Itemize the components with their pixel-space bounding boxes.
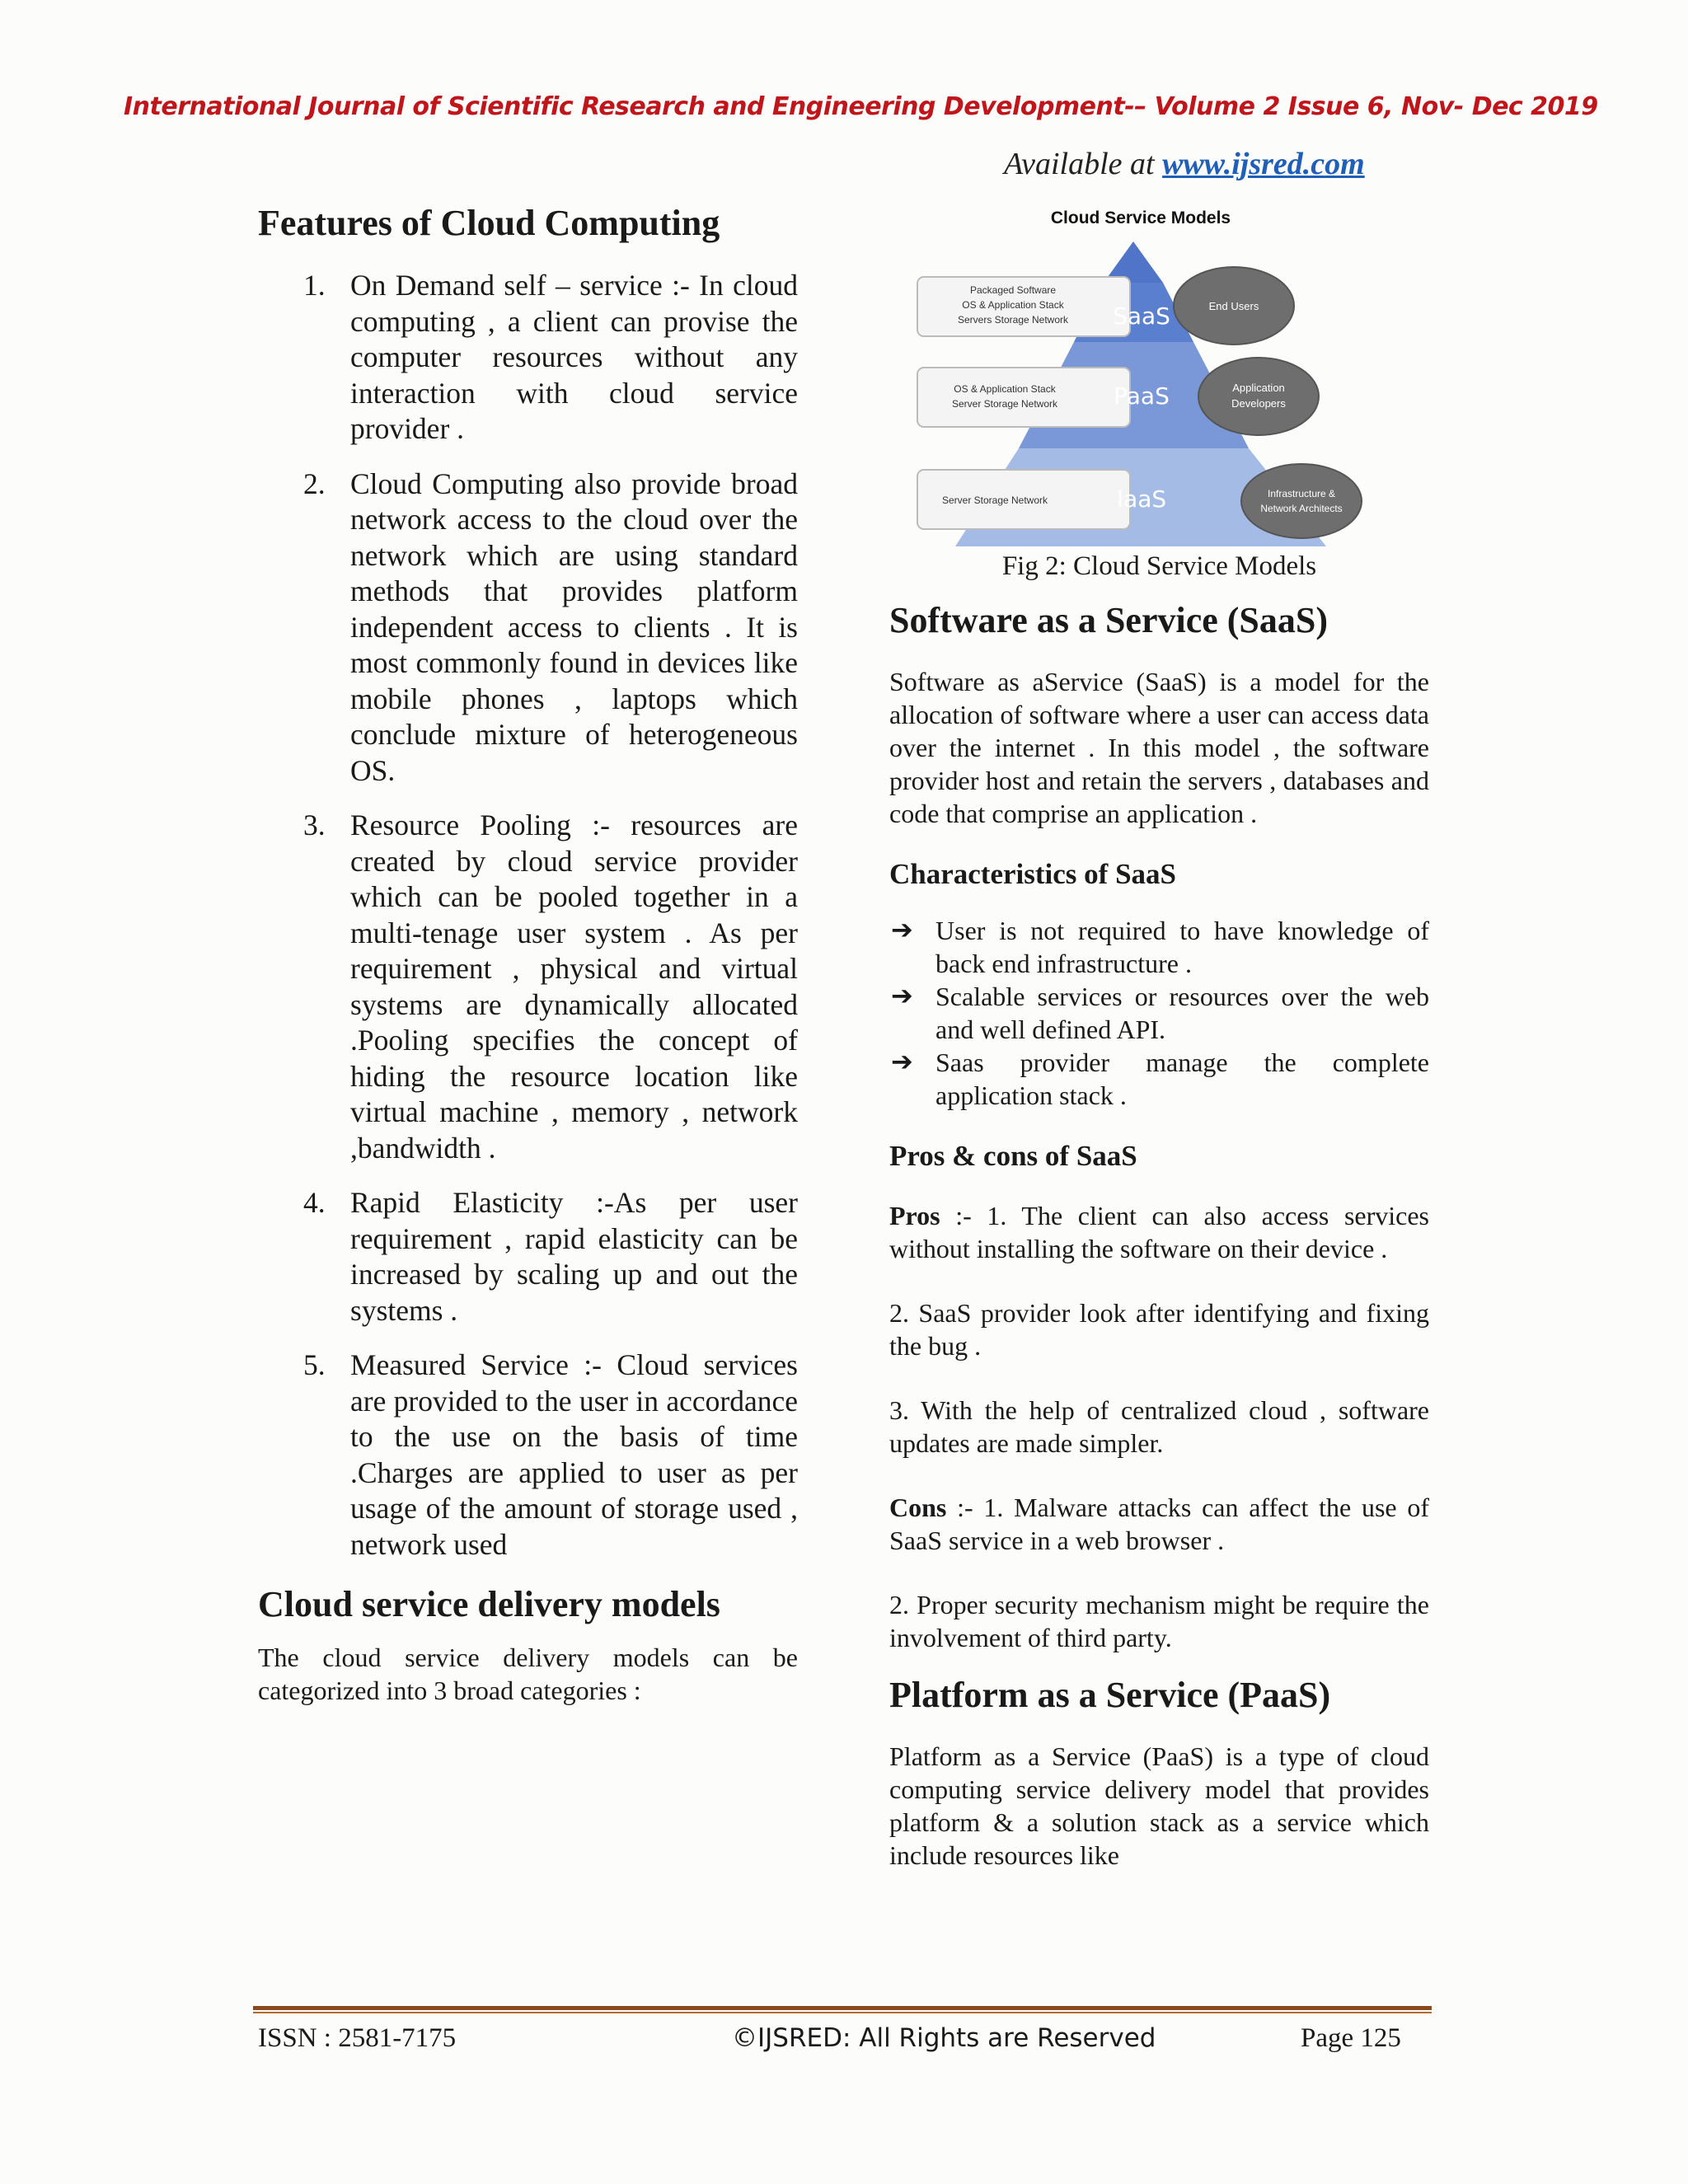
arrow-icon: ➔ [891, 1046, 913, 1077]
list-item [258, 808, 798, 1166]
saas-heading: Software as a Service (SaaS) [889, 600, 1328, 640]
pyramid-diagram [889, 200, 1429, 546]
features-list [258, 268, 798, 1563]
list-item [889, 1046, 1429, 1112]
paas-box-line: Server Storage Network [951, 398, 1058, 410]
list-item [889, 980, 1429, 1046]
saas-box-line: Packaged Software [969, 284, 1057, 296]
right-column [889, 200, 1429, 1872]
end-users-label: End Users [1208, 300, 1259, 312]
cloud-service-models-figure [889, 200, 1429, 546]
paas-label: PaaS [1114, 382, 1170, 410]
list-item [889, 914, 1429, 980]
figure-caption: Fig 2: Cloud Service Models [1001, 551, 1317, 581]
paas-stack-box [917, 368, 1130, 427]
saas-label: SaaS [1113, 302, 1170, 330]
item-text: User is not required to have knowledge of back end infrastructure . [935, 916, 1429, 978]
cons-1-text: :- 1. Malware attacks can affect the use of SaaS service in a web browser . [889, 1493, 1429, 1555]
arrow-icon: ➔ [891, 980, 913, 1011]
pros-3: 3. With the help of centralized cloud , software updates are made simpler. [889, 1395, 1429, 1458]
left-column [258, 200, 798, 1707]
char-heading: Characteristics of SaaS [889, 858, 1177, 890]
available-at [1004, 146, 1365, 182]
item-text: On Demand self – service :- In cloud computing , a client can provise the computer resources without any interaction with cloud service provider . [350, 269, 798, 445]
item-number: 3. [303, 808, 326, 841]
list-item [258, 1347, 798, 1563]
footer-rights: ©IJSRED: All Rights are Reserved [732, 2023, 1156, 2053]
saas-box-line: Servers Storage Network [957, 314, 1069, 326]
pros-1 [889, 1199, 1429, 1265]
item-number: 1. [303, 269, 326, 302]
list-item [258, 466, 798, 790]
available-prefix: Available at [1004, 147, 1163, 181]
cons-1 [889, 1491, 1429, 1557]
website-link[interactable]: www.ijsred.com [1162, 147, 1365, 181]
figure-title: Cloud Service Models [1050, 209, 1231, 227]
item-number: 2. [303, 466, 326, 500]
paas-box-line: OS & Application Stack [954, 383, 1056, 395]
item-text: Resource Pooling :- resources are created by cloud service provider which can be pooled together in a multi-tenage user system . As per requirement , physical and virtual systems are dynamically allocated .Pooling specifies the concept of hiding the resource location like virtual machine , memory , network ,bandwidth . [350, 808, 798, 1165]
pros-cons-heading: Pros & cons of SaaS [889, 1140, 1137, 1172]
architects-label: Network Architects [1260, 503, 1343, 514]
features-heading: Features of Cloud Computing [258, 203, 720, 243]
item-number: 5. [303, 1348, 326, 1381]
footer-issn: ISSN : 2581-7175 [258, 2023, 457, 2053]
cons-label: Cons [889, 1493, 947, 1522]
delivery-heading: Cloud service delivery models [258, 1584, 720, 1624]
footer-divider-thin [253, 2012, 1432, 2013]
arrow-icon: ➔ [891, 914, 913, 945]
list-item [258, 268, 798, 448]
item-text: Rapid Elasticity :-As per user requirement , rapid elasticity can be increased by scaling up and out the systems . [350, 1186, 798, 1327]
item-text: Measured Service :- Cloud services are provided to the user in accordance to the use on the basis of time .Charges are applied to user as per usage of the amount of storage used , network used [350, 1348, 798, 1561]
iaas-box-line: Server Storage Network [941, 494, 1048, 506]
pros-2: 2. SaaS provider look after identifying and fixing the bug . [889, 1298, 1429, 1361]
paas-text: Platform as a Service (PaaS) is a type of cloud computing service delivery model that provides platform & a solution stack as a service which include resources like [889, 1741, 1429, 1870]
architects-bubble [1241, 464, 1362, 538]
delivery-text: The cloud service delivery models can be categorized into 3 broad categories : [258, 1643, 798, 1705]
pros-label: Pros [889, 1201, 940, 1230]
developers-bubble [1198, 358, 1319, 435]
paas-heading: Platform as a Service (PaaS) [889, 1675, 1331, 1715]
item-number: 4. [303, 1186, 326, 1219]
footer-page: Page 125 [1301, 2023, 1401, 2053]
footer-divider [253, 2006, 1432, 2010]
item-text: Saas provider manage the complete application stack . [935, 1047, 1429, 1110]
developers-label: Developers [1231, 397, 1286, 410]
saas-box-line: OS & Application Stack [962, 299, 1064, 311]
pros-1-text: :- 1. The client can also access services without installing the software on their device . [889, 1201, 1429, 1263]
architects-label: Infrastructure & [1267, 488, 1336, 499]
item-text: Cloud Computing also provide broad network access to the cloud over the network which are using standard methods that provides platform independent access to clients . It is most commonly found in devices like mobile phones , laptops which conclude mixture of heterogeneous OS. [350, 466, 798, 787]
item-text: Scalable services or resources over the web and well defined API. [935, 982, 1429, 1044]
characteristics-list [889, 914, 1429, 1112]
cons-2: 2. Proper security mechanism might be require the involvement of third party. [889, 1590, 1429, 1652]
iaas-label: IaaS [1116, 485, 1167, 513]
journal-header: International Journal of Scientific Research and Engineering Development-– Volume 2 Issue 6, Nov- Dec 2019 [124, 92, 1598, 121]
list-item [258, 1185, 798, 1329]
developers-label: Application [1232, 382, 1285, 394]
saas-text: Software as aService (SaaS) is a model for the allocation of software where a user can access data over the internet . In this model , the software provider host and retain the servers , databases and code that comprise an application . [889, 667, 1429, 828]
